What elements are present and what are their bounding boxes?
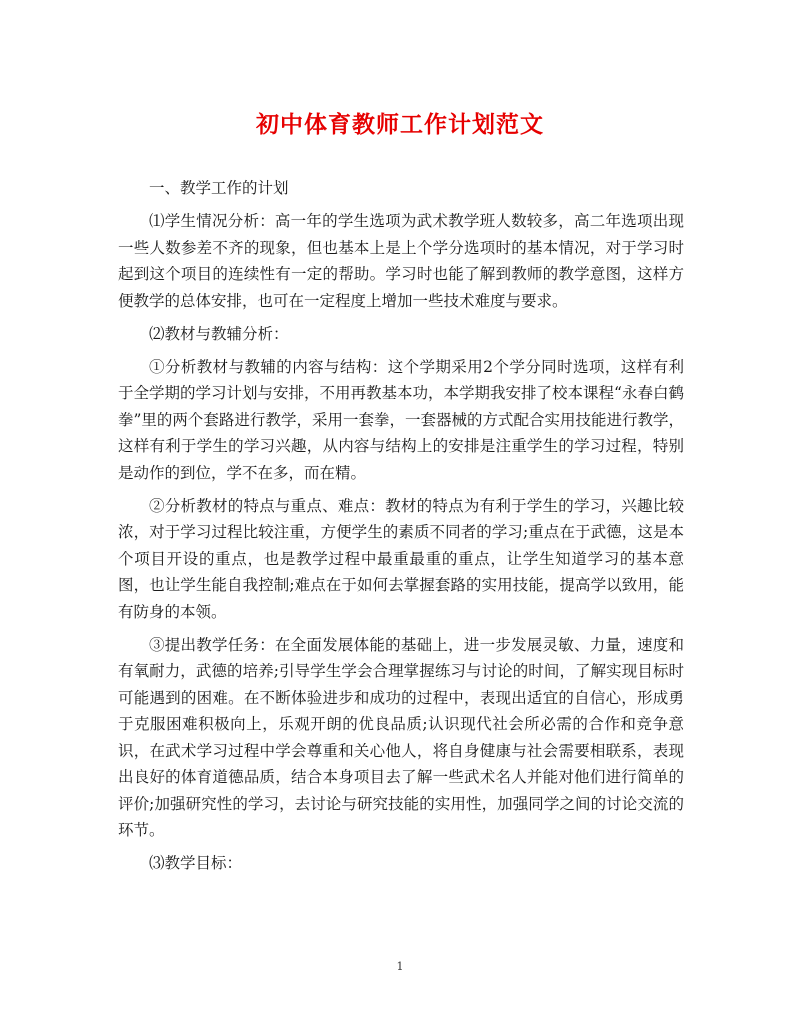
section-heading: 一、教学工作的计划	[149, 179, 289, 197]
paragraph-teaching-goals: ⑶教学目标：	[149, 854, 243, 872]
page-number: 1	[396, 960, 404, 973]
document-body	[118, 175, 684, 883]
document-title: 初中体育教师工作计划范文	[256, 111, 544, 138]
paragraph-materials-structure: ①分析教材与教辅的内容与结构：这个学期采用2个学分同时选项，这样有利于全学期的学习计划与安排，不用再教基本功，本学期我安排了校本课程“永春白鹤拳”里的两个套路进行教学，采用一套拳，一套器械的方式配合实用技能进行教学，这样有利于学生的学习兴趣，从内容与结构上的安排是注重学生的学习过程，特别是动作的到位，学不在多，而在精。	[118, 357, 684, 482]
paragraph-materials-features: ②分析教材的特点与重点、难点：教材的特点为有利于学生的学习，兴趣比较浓，对于学习过程比较注重，方便学生的素质不同者的学习;重点在于武德，这是本个项目开设的重点，也是教学过程中最重最重的重点，让学生知道学习的基本意图，也让学生能自我控制;难点在于如何去掌握套路的实用技能，提高学以致用，能有防身的本领。	[118, 496, 684, 621]
paragraph-materials-heading: ⑵教材与教辅分析：	[149, 324, 289, 343]
paragraph-teaching-tasks: ③提出教学任务：在全面发展体能的基础上，进一步发展灵敏、力量，速度和有氧耐力，武德的培养;引导学生学会合理掌握练习与讨论的时间，了解实现目标时可能遇到的困难。在不断体验进步和成功的过程中，表现出适宜的自信心，形成勇于克服困难积极向上，乐观开朗的优良品质;认识现代社会所必需的合作和竞争意识，在武术学习过程中学会尊重和关心他人，将自身健康与社会需要相联系，表现出良好的体育道德品质，结合本身项目去了解一些武术名人并能对他们进行简单的评价;加强研究性的学习，去讨论与研究技能的实用性，加强同学之间的讨论交流的环节。	[118, 635, 684, 839]
paragraph-student-analysis: ⑴学生情况分析：高一年的学生选项为武术教学班人数较多，高二年选项出现一些人数参差不齐的现象，但也基本上是上个学分选项时的基本情况，对于学习时起到这个项目的连续性有一定的帮助。学习时也能了解到教师的教学意图，这样方便教学的总体安排，也可在一定程度上增加一些技术难度与要求。	[118, 212, 684, 310]
